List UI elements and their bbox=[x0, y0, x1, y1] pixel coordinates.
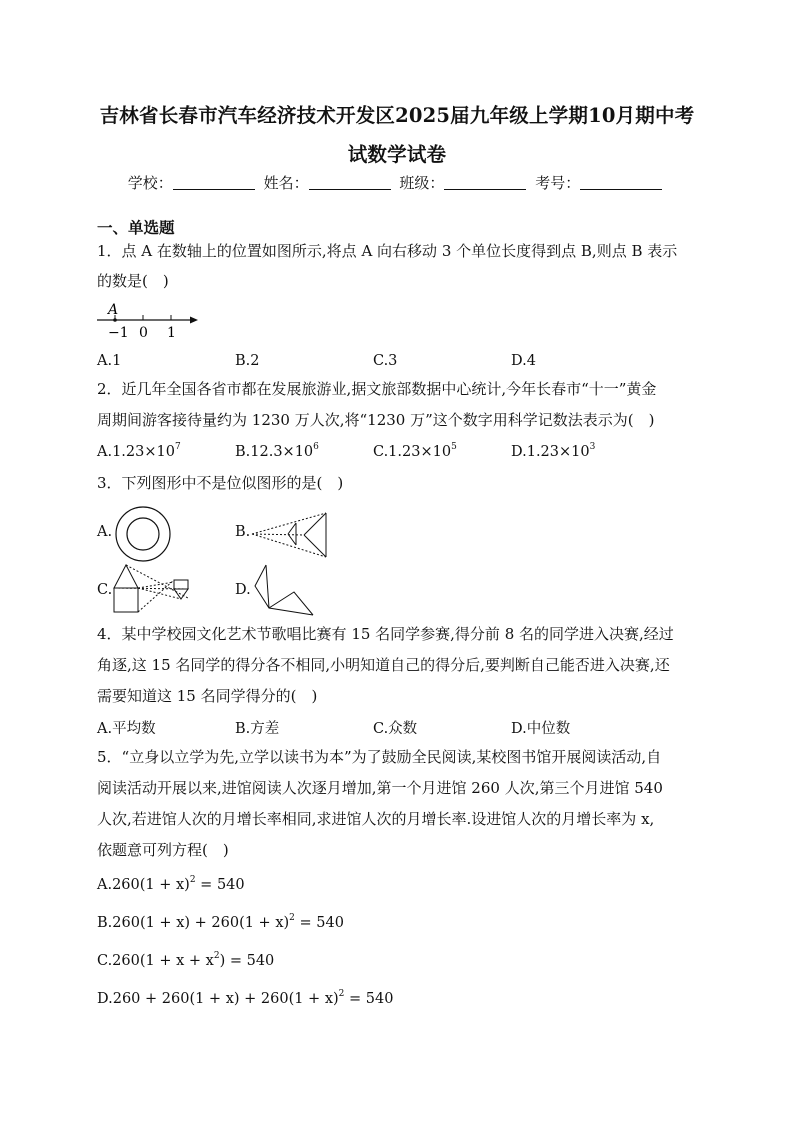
q2-line1: 2．近几年全国各省市都在发展旅游业,据文旅部数据中心统计,今年长春市“十一”黄金 bbox=[97, 380, 657, 398]
q3-figure-b-triangles bbox=[250, 510, 330, 560]
q3-figure-a-concentric-circles bbox=[113, 504, 173, 564]
q3-figure-d-angles bbox=[251, 562, 321, 618]
school-label: 学校： bbox=[127, 174, 173, 192]
q2-option-c[interactable]: $C.1.23\times 10^5$ bbox=[373, 442, 457, 460]
q3-figure-c-houses bbox=[112, 562, 197, 618]
school-blank bbox=[173, 175, 255, 190]
q4-line1: 4．某中学校园文化艺术节歌唱比赛有 15 名同学参赛,得分前 8 名的同学进入决赛,经过 bbox=[97, 625, 674, 643]
point-a-label: A bbox=[108, 302, 119, 318]
q5-option-d[interactable]: $D.260 + 260(1 + x) + 260(1 + x)^2 = 540$ bbox=[97, 989, 394, 1007]
q3-option-d-label[interactable]: D. bbox=[235, 582, 251, 598]
q5-line4: 依题意可列方程( ) bbox=[97, 841, 229, 859]
q2-line2: 周期间游客接待量约为 1230 万人次,将“1230 万”这个数字用科学记数法表示为( ) bbox=[97, 411, 655, 429]
q4-option-b[interactable]: B.方差 bbox=[235, 721, 280, 737]
section-heading: 一、单选题 bbox=[97, 218, 175, 237]
q4-option-d[interactable]: D.中位数 bbox=[511, 721, 571, 737]
q5-option-a[interactable]: $A.260(1 + x)^2 = 540$ bbox=[97, 875, 245, 893]
q4-line3: 需要知道这 15 名同学得分的( ) bbox=[97, 687, 318, 705]
q1-line1: 1．点 A 在数轴上的位置如图所示,将点 A 向右移动 3 个单位长度得到点 B,则点 B 表示 bbox=[97, 242, 678, 260]
number-line-arrow-icon bbox=[190, 317, 198, 324]
q5-option-b[interactable]: $B.260(1 + x) + 260(1 + x)^2 = 540$ bbox=[97, 913, 344, 931]
number-label: 考号： bbox=[535, 174, 581, 192]
number-blank bbox=[580, 175, 662, 190]
q5-line3: 人次,若进馆人次的月增长率相同,求进馆人次的月增长率.设进馆人次的月增长率为 x, bbox=[97, 810, 655, 828]
q4-option-a[interactable]: A.平均数 bbox=[97, 721, 156, 737]
class-blank bbox=[444, 175, 526, 190]
q5-line1: 5．“立身以立学为先,立学以读书为本”为了鼓励全民阅读,某校图书馆开展阅读活动,自 bbox=[97, 748, 662, 766]
q2-option-a[interactable]: $A.1.23\times 10^7$ bbox=[97, 442, 181, 460]
q3-option-b-label[interactable]: B. bbox=[235, 524, 251, 540]
q3-option-c-label[interactable]: C. bbox=[97, 582, 113, 598]
q3-line1: 3．下列图形中不是位似图形的是( ) bbox=[97, 474, 344, 492]
q1-option-d[interactable]: D.4 bbox=[511, 353, 536, 369]
exam-title-line2: 试数学试卷 bbox=[347, 143, 447, 166]
q1-option-a[interactable]: A.1 bbox=[97, 353, 122, 369]
student-info-line bbox=[0, 172, 794, 193]
tick-label: −1 bbox=[108, 325, 129, 341]
name-label: 姓名： bbox=[263, 174, 309, 192]
q2-option-d[interactable]: $D.1.23\times 10^3$ bbox=[511, 442, 596, 460]
tick-label: 1 bbox=[167, 325, 176, 341]
q3-option-a-label[interactable]: A. bbox=[97, 524, 113, 540]
q1-line2: 的数是( ) bbox=[97, 272, 169, 290]
tick-label: 0 bbox=[139, 325, 148, 341]
q1-option-b[interactable]: B.2 bbox=[235, 353, 260, 369]
q1-option-c[interactable]: C.3 bbox=[373, 353, 398, 369]
q2-option-b[interactable]: $B.12.3\times 10^6$ bbox=[235, 442, 319, 460]
q5-option-c[interactable]: $C.260(1 + x + x^2) = 540$ bbox=[97, 951, 275, 969]
q4-option-c[interactable]: C.众数 bbox=[373, 721, 418, 737]
name-blank bbox=[309, 175, 391, 190]
exam-title-line1: 吉林省长春市汽车经济技术开发区2025届九年级上学期10月期中考 bbox=[99, 104, 695, 127]
q1-number-line-figure bbox=[95, 300, 205, 344]
q4-line2: 角逐,这 15 名同学的得分各不相同,小明知道自己的得分后,要判断自己能否进入决赛,还 bbox=[97, 656, 670, 674]
q5-line2: 阅读活动开展以来,进馆阅读人次逐月增加,第一个月进馆 260 人次,第三个月进馆 540 bbox=[97, 779, 663, 797]
class-label: 班级： bbox=[399, 174, 445, 192]
point-a-dot bbox=[113, 318, 117, 322]
